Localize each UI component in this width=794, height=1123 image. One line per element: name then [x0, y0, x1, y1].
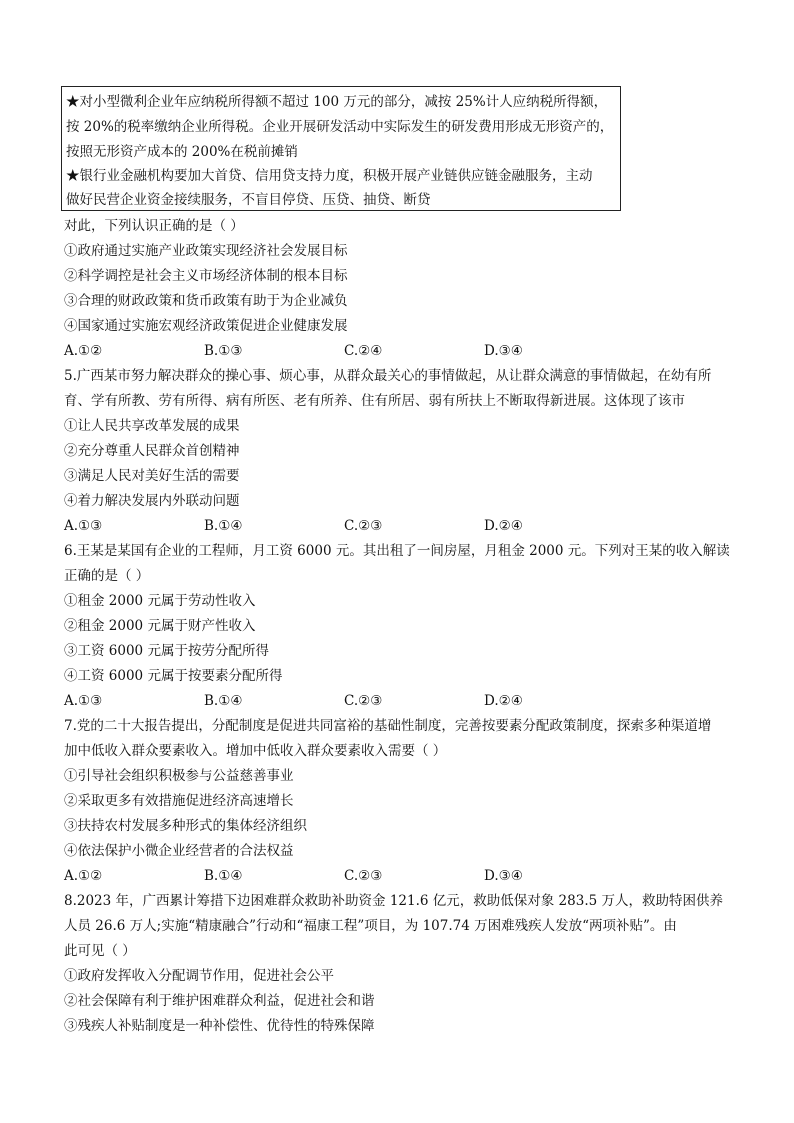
statement-item: ④国家通过实施宏观经济政策促进企业健康发展 [64, 318, 348, 334]
statement-item: ③满足人民对美好生活的需要 [64, 468, 240, 484]
option-a[interactable]: A.①② [64, 343, 103, 359]
statement-item: ③残疾人补贴制度是一种补偿性、优待性的特殊保障 [64, 1018, 375, 1034]
option-a[interactable]: A.①③ [64, 518, 103, 534]
material-line: 按 20%的税率缴纳企业所得税。企业开展研发活动中实际发生的研发费用形成无形资产的， [66, 119, 614, 135]
option-b[interactable]: B.①④ [204, 693, 243, 709]
statement-item: ②充分尊重人民群众首创精神 [64, 443, 240, 459]
question-stem: 8.2023 年，广西累计筹措下边困难群众救助补助资金 121.6 亿元，救助低保对象 283.5 万人，救助特困供养 [64, 893, 723, 909]
answer-options [64, 866, 664, 886]
option-b[interactable]: B.①④ [204, 868, 243, 884]
option-d[interactable]: D.③④ [484, 868, 523, 884]
question-stem: 人员 26.6 万人;实施“精康融合”行动和“福康工程”项目，为 107.74 万困难残疾人发放“两项补贴”。由 [64, 918, 677, 934]
option-c[interactable]: C.②④ [344, 343, 383, 359]
question-stem: 7.党的二十大报告提出，分配制度是促进共同富裕的基础性制度，完善按要素分配政策制度，探索多种渠道增 [64, 718, 712, 734]
statement-item: ①租金 2000 元属于劳动性收入 [64, 593, 256, 609]
option-d[interactable]: D.②④ [484, 693, 523, 709]
material-line: 按照无形资产成本的 200%在税前摊销 [66, 144, 298, 160]
statement-item: ③工资 6000 元属于按劳分配所得 [64, 643, 269, 659]
option-c[interactable]: C.②③ [344, 693, 383, 709]
statement-item: ③合理的财政政策和货币政策有助于为企业减负 [64, 293, 348, 309]
statement-item: ②租金 2000 元属于财产性收入 [64, 618, 256, 634]
question-stem: 对此，下列认识正确的是（ ） [64, 218, 244, 234]
statement-item: ①政府通过实施产业政策实现经济社会发展目标 [64, 243, 348, 259]
answer-options [64, 341, 664, 361]
material-line: ★银行业金融机构要加大首贷、信用贷支持力度，积极开展产业链供应链金融服务，主动 [66, 168, 593, 184]
question-stem: 6.王某是某国有企业的工程师，月工资 6000 元。其出租了一间房屋，月租金 2000 元。下列对王某的收入解读 [64, 543, 730, 559]
option-c[interactable]: C.②③ [344, 868, 383, 884]
statement-item: ②采取更多有效措施促进经济高速增长 [64, 793, 294, 809]
option-c[interactable]: C.②③ [344, 518, 383, 534]
statement-item: ②科学调控是社会主义市场经济体制的根本目标 [64, 268, 348, 284]
statement-item: ④着力解决发展内外联动问题 [64, 493, 240, 509]
statement-item: ②社会保障有利于维护困难群众利益，促进社会和谐 [64, 993, 375, 1009]
statement-item: ①政府发挥收入分配调节作用，促进社会公平 [64, 968, 334, 984]
question-stem: 加中低收入群众要素收入。增加中低收入群众要素收入需要（ ） [64, 743, 447, 759]
statement-item: ①引导社会组织积极参与公益慈善事业 [64, 768, 294, 784]
option-d[interactable]: D.③④ [484, 343, 523, 359]
material-line: ★对小型微利企业年应纳税所得额不超过 100 万元的部分，减按 25%计人应纳税所得额， [66, 94, 608, 110]
option-d[interactable]: D.②④ [484, 518, 523, 534]
question-stem: 育、学有所教、劳有所得、病有所医、老有所养、住有所居、弱有所扶上不断取得新进展。这体现了该市 [64, 393, 685, 409]
question-stem: 5.广西某市努力解决群众的操心事、烦心事，从群众最关心的事情做起，从让群众满意的事情做起，在幼有所 [64, 368, 712, 384]
answer-options [64, 516, 664, 536]
question-stem: 正确的是（ ） [64, 568, 150, 584]
answer-options [64, 691, 664, 711]
statement-item: ③扶持农村发展多种形式的集体经济组织 [64, 818, 307, 834]
option-a[interactable]: A.①③ [64, 693, 103, 709]
material-line: 做好民营企业资金接续服务，不盲目停贷、压贷、抽贷、断贷 [66, 192, 431, 208]
statement-item: ④工资 6000 元属于按要素分配所得 [64, 668, 283, 684]
option-b[interactable]: B.①④ [204, 518, 243, 534]
option-b[interactable]: B.①③ [204, 343, 243, 359]
statement-item: ④依法保护小微企业经营者的合法权益 [64, 843, 294, 859]
question-stem: 此可见（ ） [64, 943, 136, 959]
statement-item: ①让人民共享改革发展的成果 [64, 418, 240, 434]
option-a[interactable]: A.①② [64, 868, 103, 884]
